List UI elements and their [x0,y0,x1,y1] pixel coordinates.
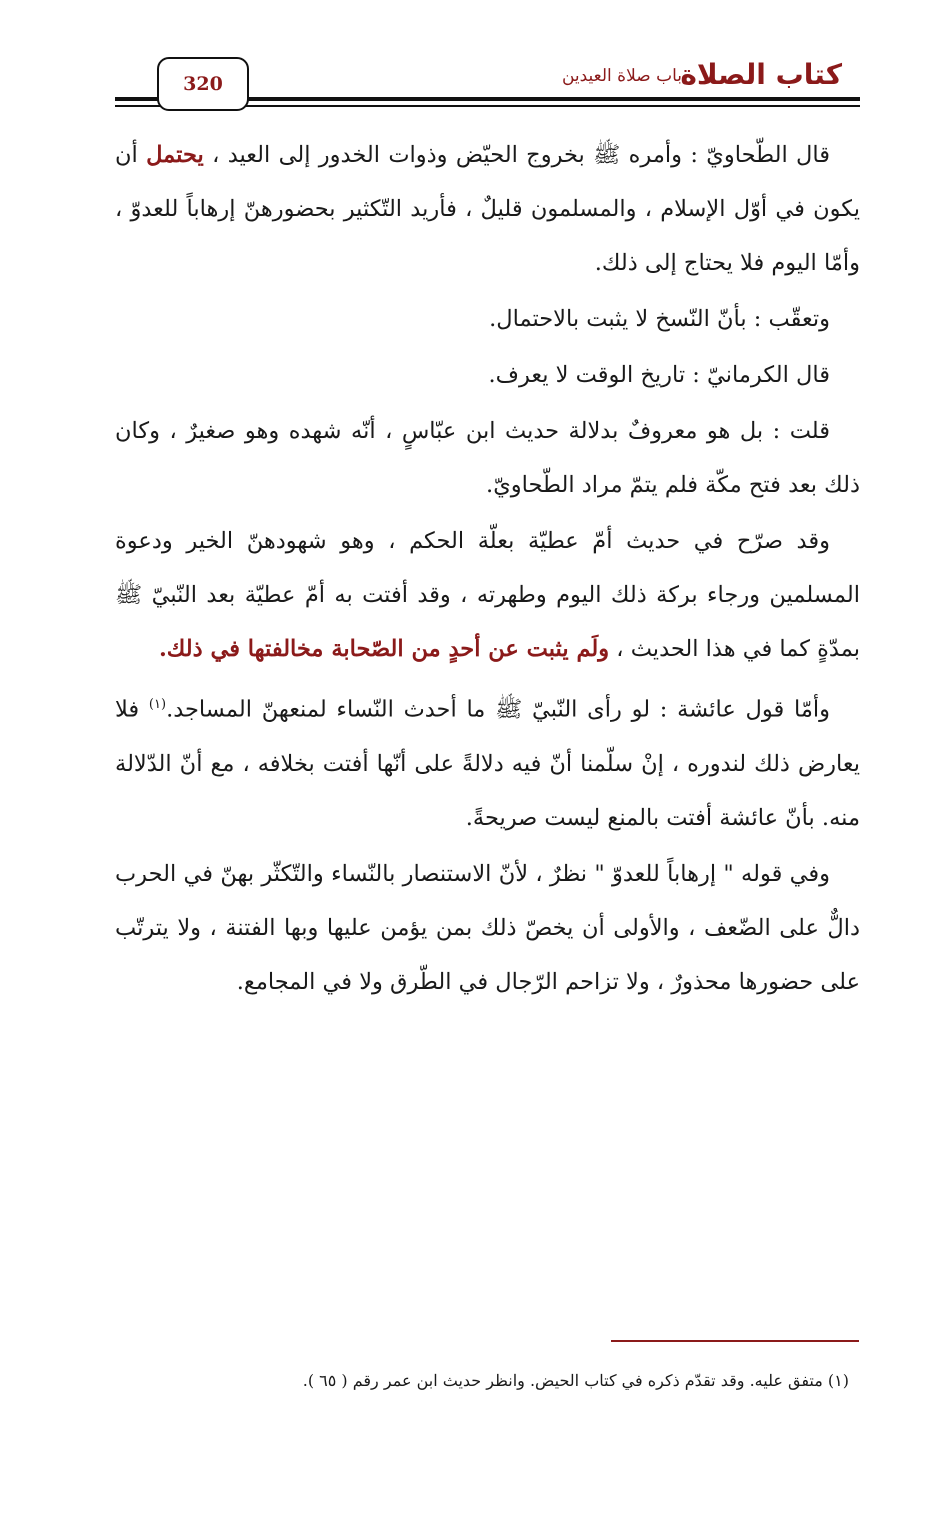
paragraph-5 [115,514,860,676]
paragraph-1-text-b: أن يكون في أوّل الإسلام ، والمسلمون قليلٌ ، فأريد التّكثير بحضورهنّ إرهاباً للعدوّ ، وأمّا اليوم فلا يحتاج إلى ذلك. [115,142,860,276]
footnote-ref[interactable]: (١) [148,697,167,712]
paragraph-6-text-a: وأمّا قول عائشة : لو رأى النّبيّ ﷺ ما أحدث النّساء لمنعهنّ المساجد. [166,696,830,723]
paragraph-6 [115,678,860,845]
paragraph-3: قال الكرمانيّ : تاريخ الوقت لا يعرف. [488,362,830,388]
emphasis-yahtamil: يحتمل [146,142,204,168]
paragraph-7: وفي قوله " إرهاباً للعدوّ " نظرٌ ، لأنّ الاستنصار بالنّساء والتّكثّر بهنّ في الحرب دالٌّ على الضّعف ، والأولى أن يخصّ ذلك بمن يؤمن عليها وبها الفتنة ، ولا يترتّب على حضورها محذورٌ ، ولا تزاحم الرّجال في الطّرق ولا في المجامع. [115,860,860,995]
book-title: كتاب الصلاة [680,58,842,91]
page-header [115,52,860,112]
footnote: (١) متفق عليه. وقد تقدّم ذكره في كتاب الحيض. وانظر حديث ابن عمر رقم ( ٦٥ ). [302,1371,849,1390]
main-text [115,128,860,1011]
paragraph-2: وتعقّب : بأنّ النّسخ لا يثبت بالاحتمال. [489,306,830,332]
footnote-divider [611,1340,859,1342]
paragraph-1-text-a: قال الطّحاويّ : وأمره ﷺ بخروج الحيّض وذوات الخدور إلى العيد ، [203,142,830,168]
emphasis-sahaba: ولَم يثبت عن أحدٍ من الصّحابة مخالفتها في ذلك. [158,636,610,662]
paragraph-1 [115,128,860,290]
paragraph-6-text-b: فلا يعارض ذلك لندوره ، إنْ سلّمنا أنّ فيه دلالةً على أنّها أفتت بخلافه ، مع أنّ الدّلالة منه. بأنّ عائشة أفتت بالمنع ليست صريحةً. [115,696,860,831]
paragraph-5-text-a: وقد صرّح في حديث أمّ عطيّة بعلّة الحكم ، وهو شهودهنّ الخير ودعوة المسلمين ورجاء بركة ذلك اليوم وطهرته ، وقد أفتت به أمّ عطيّة بعد النّبيّ ﷺ بمدّةٍ كما في هذا الحديث ، [115,528,860,662]
paragraph-4: قلت : بل هو معروفٌ بدلالة حديث ابن عبّاسٍ ، أنّه شهده وهو صغيرٌ ، وكان ذلك بعد فتح مكّة فلم يتمّ مراد الطّحاويّ. [115,418,860,498]
page-number: 320 [157,57,249,111]
chapter-title: باب صلاة العيدين [561,66,682,86]
